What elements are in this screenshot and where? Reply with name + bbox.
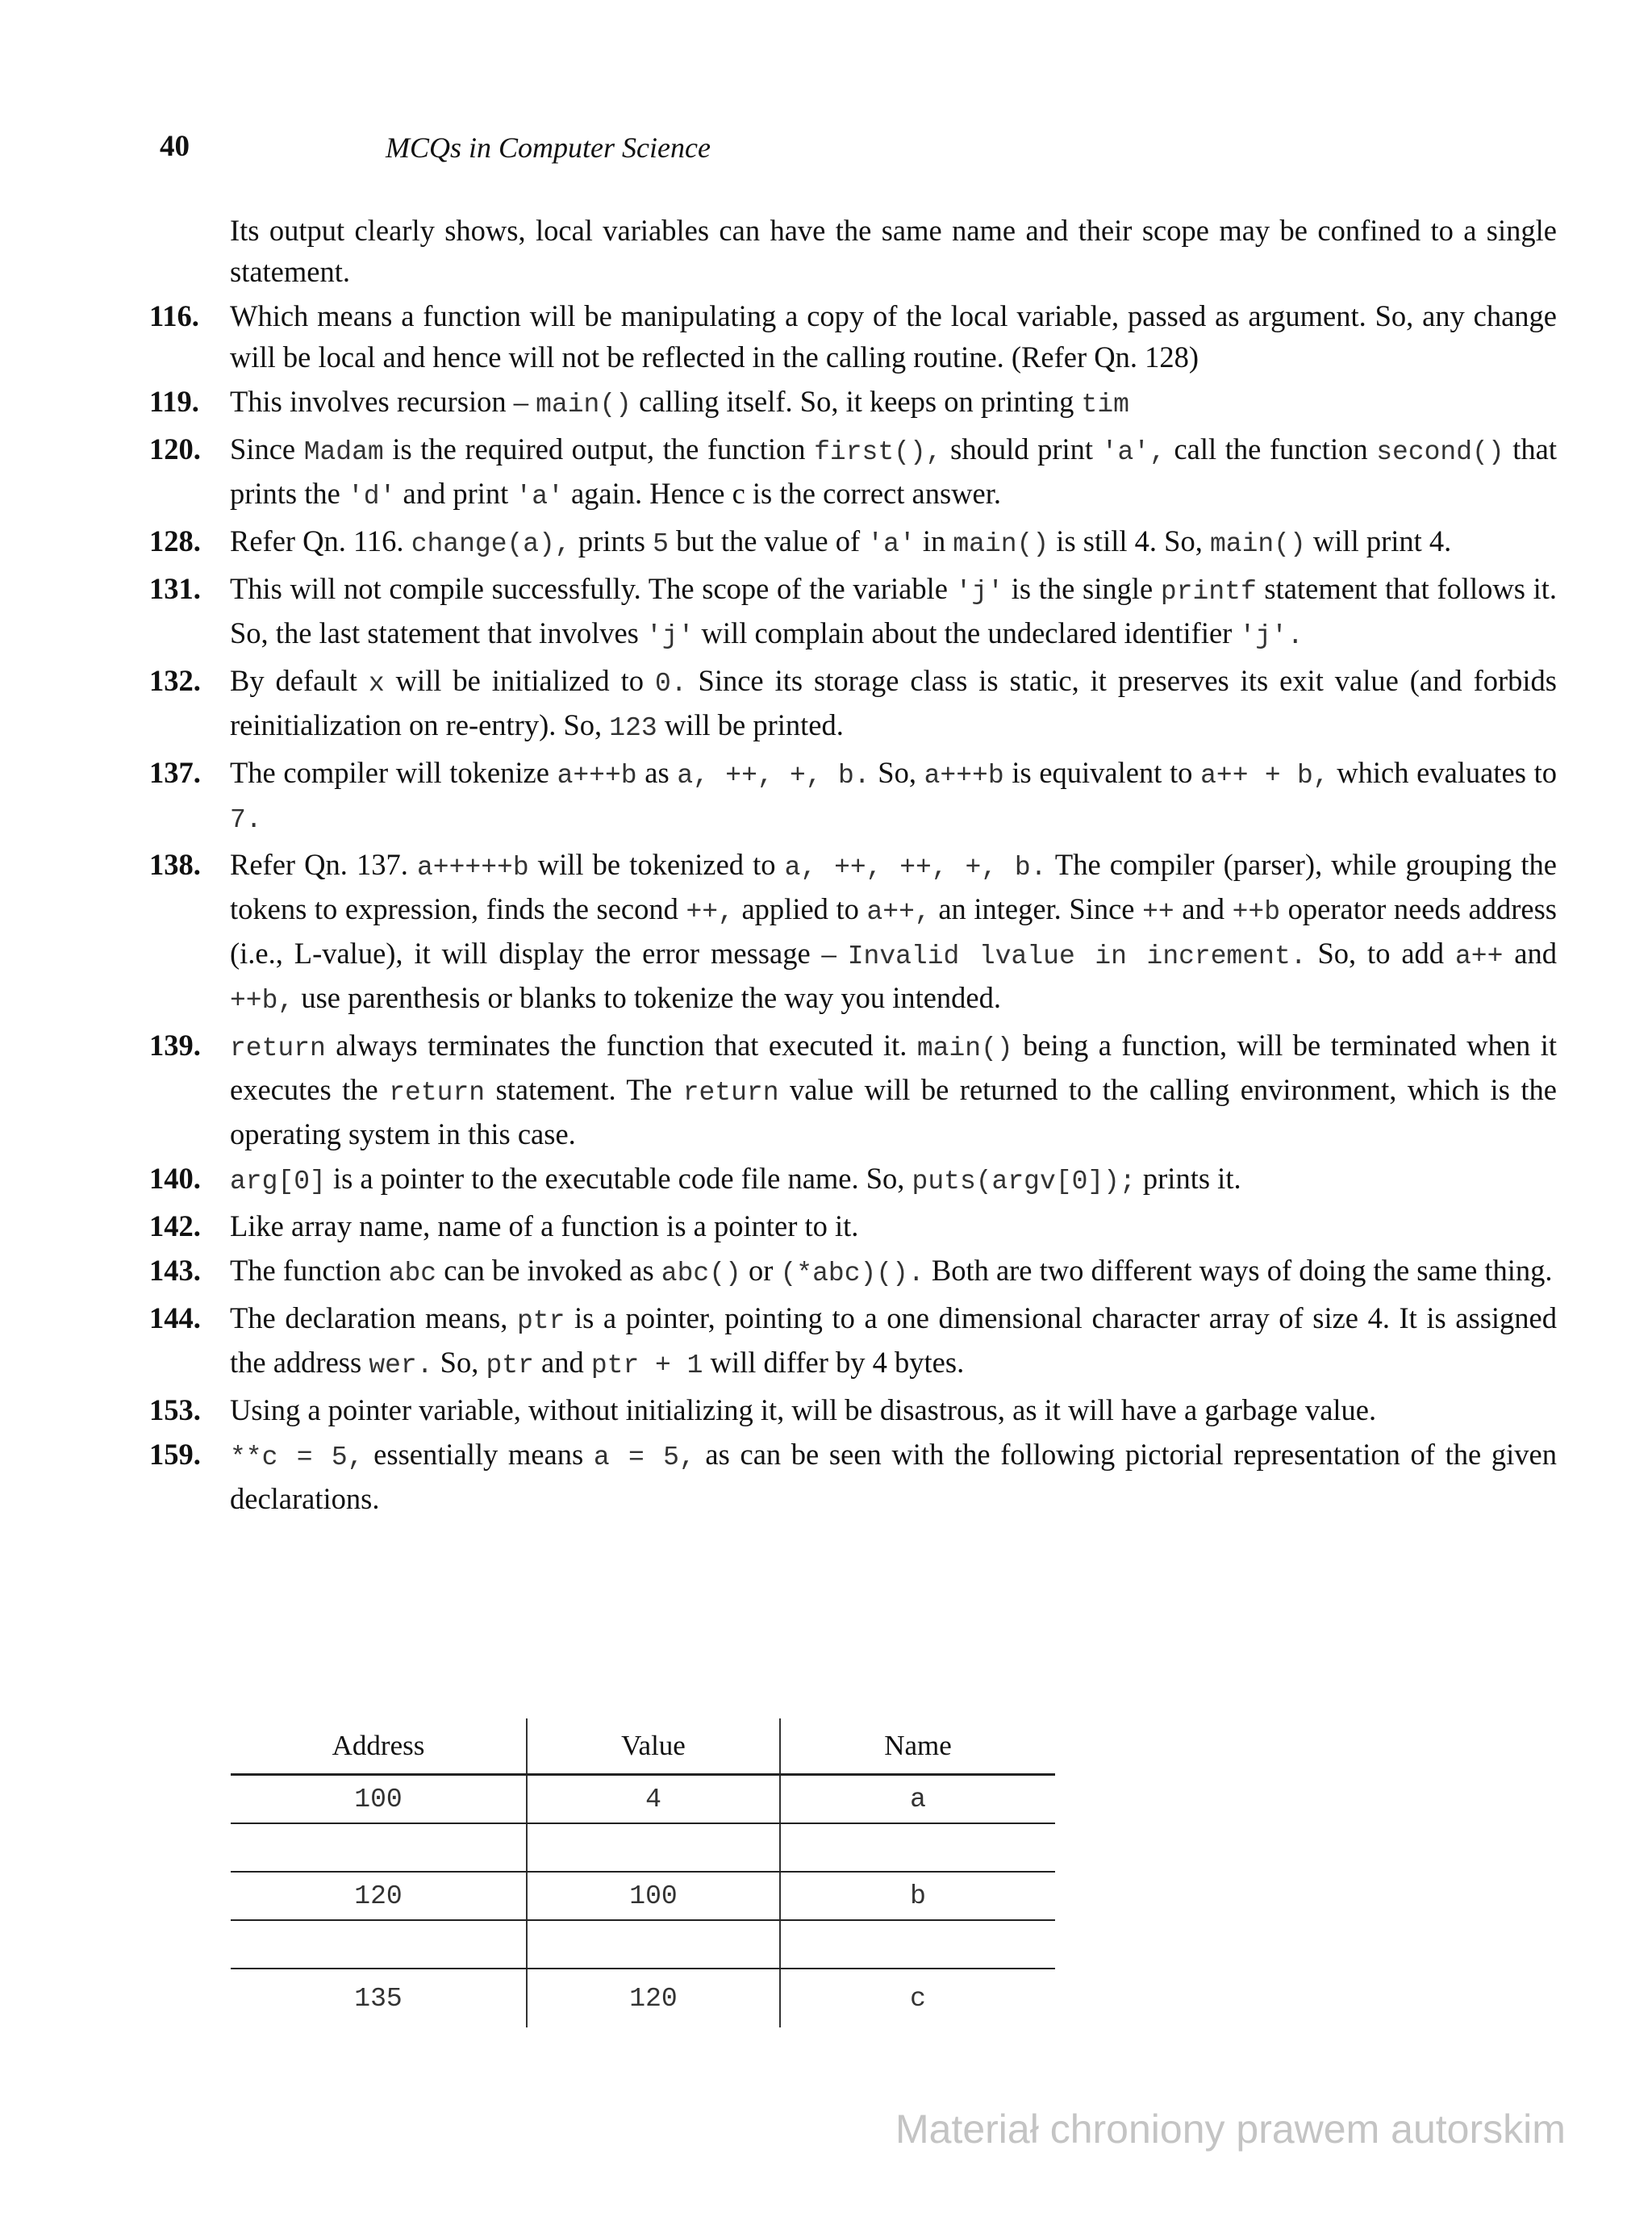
code-fragment: x [368,669,385,699]
code-fragment: 0. [654,669,687,699]
answer-list [149,210,1557,1522]
code-fragment: ptr + 1 [590,1351,703,1380]
code-fragment: main() [1209,529,1306,559]
answer-text [230,1205,1557,1246]
table-header-row [231,1718,1055,1775]
answer-item [149,660,1557,749]
text-fragment: is equivalent to [1003,756,1201,789]
code-fragment: main() [916,1033,1013,1063]
code-fragment: Madam [303,437,384,467]
answer-text [230,752,1557,841]
answer-item [149,1250,1557,1294]
answer-number: 119. [149,385,199,418]
answer-number: 137. [149,756,201,789]
code-fragment: second() [1376,437,1504,467]
text-fragment: This involves recursion – [230,385,536,418]
cell-name [780,1823,1055,1872]
answer-number: 120. [149,432,201,466]
answer-item [149,295,1557,378]
text-fragment: will be initialized to [384,664,655,697]
answer-number: 131. [149,572,201,605]
code-fragment: abc [388,1259,437,1288]
text-fragment: The function [230,1254,389,1287]
answer-number: 116. [149,299,199,332]
memory-table [231,1718,1055,2027]
answer-number: 128. [149,524,201,557]
answer-number: 132. [149,664,201,697]
text-fragment: will be printed. [657,708,844,741]
text-fragment: an integer. Since [930,892,1143,925]
code-fragment: a, ++, ++, +, b. [784,853,1047,883]
text-fragment: operator needs address (i.e., L-value), it will display the error message – [230,892,1558,970]
answer-number: 144. [149,1301,201,1334]
code-fragment: ptr [486,1351,534,1380]
answer-item [149,1205,1557,1246]
text-fragment: value will be returned to the calling environment, which is the operating system in this case. [230,1073,1557,1150]
answer-item [149,568,1557,657]
text-fragment: in [915,524,953,557]
code-fragment: Invalid lvalue in increment. [847,942,1307,971]
code-fragment: return [389,1078,486,1108]
table-row [231,1823,1055,1872]
answer-text [230,568,1557,657]
cell-address: 100 [231,1775,527,1824]
text-fragment: as [636,756,678,789]
answer-number: 143. [149,1254,201,1287]
text-fragment: The declaration means, [230,1301,517,1334]
code-fragment: abc() [661,1259,741,1288]
answer-text [230,1389,1557,1430]
answer-text [230,1434,1557,1519]
text-fragment: So, [432,1346,486,1379]
answer-number: 140. [149,1162,201,1195]
answer-item [149,1389,1557,1430]
answer-text [230,1297,1557,1386]
answer-number: 142. [149,1209,201,1242]
text-fragment: applied to [733,892,867,925]
running-title: MCQs in Computer Science [386,132,711,164]
code-fragment: a+++b [557,761,637,791]
code-fragment: **c = 5, [230,1443,364,1472]
code-fragment: 5 [653,529,669,559]
code-fragment: a+++++b [417,853,529,883]
answer-item [149,381,1557,425]
answer-item [149,1297,1557,1386]
text-fragment: that prints the [230,432,1557,510]
answer-text [230,1025,1557,1154]
code-fragment: a, ++, +, b. [677,761,870,791]
text-fragment: Both are two different ways of doing the same thing. [924,1254,1553,1287]
text-fragment: will print 4. [1305,524,1452,557]
text-fragment: or [740,1254,781,1287]
cell-value: 100 [527,1872,780,1920]
text-fragment: Refer Qn. 137. [230,848,417,881]
text-fragment: being a function, will be terminated when it executes the [230,1029,1557,1106]
intro-paragraph: Its output clearly shows, local variables can have the same name and their scope may be confined to a single statement. [230,214,1557,288]
text-fragment: Since [230,432,304,466]
code-fragment: a++, [866,897,931,927]
cell-value [527,1823,780,1872]
text-fragment: Which means a function will be manipulating a copy of the local variable, passed as argument. So, any change will be local and hence will not be reflected in the calling routine. (Refer Qn. 128) [230,299,1557,374]
code-fragment: a++ [1454,942,1504,971]
text-fragment: is still 4. So, [1049,524,1210,557]
text-fragment: use parenthesis or blanks to tokenize the way you intended. [294,981,1002,1014]
text-fragment: again. Hence c is the correct answer. [563,477,1002,510]
text-fragment: call the function [1165,432,1377,466]
text-fragment: should print [941,432,1102,466]
cell-value: 120 [527,1969,780,2027]
text-fragment: is the single [1003,572,1161,605]
code-fragment: 123 [609,713,657,743]
answer-text [230,1250,1557,1294]
answer-text [230,1158,1557,1202]
text-fragment: calling itself. So, it keeps on printing [631,385,1082,418]
text-fragment: statement. The [485,1073,683,1106]
code-fragment: return [230,1033,326,1063]
cell-address [231,1823,527,1872]
text-fragment: essentially means [363,1438,594,1471]
header-name: Name [780,1718,1055,1775]
text-fragment: but the value of [668,524,868,557]
text-fragment: statement that follows it. So, the last statement that involves [230,572,1557,649]
code-fragment: 'a' [515,482,564,511]
cell-address: 120 [231,1872,527,1920]
text-fragment: which evaluates to [1329,756,1557,789]
code-fragment: ++ [1142,897,1174,927]
answer-text [230,295,1557,378]
answer-item [149,752,1557,841]
text-fragment: will be tokenized to [528,848,785,881]
cell-name: b [780,1872,1055,1920]
code-fragment: printf [1160,577,1257,607]
text-fragment: will differ by 4 bytes. [703,1346,965,1379]
text-fragment: So, to add [1306,937,1455,970]
cell-name: c [780,1969,1055,2027]
code-fragment: return [682,1078,779,1108]
text-fragment: is the required output, the function [383,432,815,466]
text-fragment: as can be seen with the following pictorial representation of the given declarations. [230,1438,1557,1515]
code-fragment: 'a', [1101,437,1166,467]
code-fragment: 7. [230,805,262,835]
text-fragment: By default [230,664,369,697]
cell-address: 135 [354,1983,403,2014]
answers-container [149,295,1557,1519]
cell-name: a [780,1775,1055,1824]
text-fragment: and [1503,937,1557,970]
text-fragment: The compiler (parser), while grouping the tokens to expression, finds the second [230,848,1557,925]
code-fragment: 'j' [955,577,1004,607]
code-fragment: a = 5, [593,1443,695,1472]
code-fragment: main() [536,390,632,420]
page-number: 40 [160,130,190,163]
cell-address [231,1920,527,1969]
code-fragment: a+++b [924,761,1004,791]
header-address: Address [231,1718,527,1775]
text-fragment: prints [570,524,653,557]
cell-value [527,1920,780,1969]
code-fragment: (*abc)(). [780,1259,924,1288]
header-value: Value [527,1718,780,1775]
answer-number: 159. [149,1438,201,1471]
cell-value: 4 [527,1775,780,1824]
answer-number: 153. [149,1393,201,1426]
text-fragment: Like array name, name of a function is a pointer to it. [230,1209,859,1242]
code-fragment: a++ + b, [1200,761,1329,791]
text-fragment: always terminates the function that executed it. [325,1029,917,1062]
answer-text [230,660,1557,749]
answer-text [230,844,1557,1021]
table-row [231,1872,1055,1920]
code-fragment: ++b [1232,897,1281,927]
text-fragment: can be invoked as [436,1254,661,1287]
answer-text [230,381,1557,425]
answer-item [149,1158,1557,1202]
code-fragment: arg[0] [230,1167,326,1196]
text-fragment: is a pointer to the executable code file name. So, [325,1162,912,1195]
code-fragment: 'd' [347,482,396,511]
table-row [231,1920,1055,1969]
text-fragment: and [533,1346,591,1379]
text-fragment: and print [395,477,516,510]
text-fragment: prints it. [1135,1162,1241,1195]
answer-number: 138. [149,848,201,881]
code-fragment: ++b, [230,986,294,1016]
answer-item [149,844,1557,1021]
answer-item [149,428,1557,517]
text-fragment: The compiler will tokenize [230,756,557,789]
code-fragment: ++, [686,897,734,927]
text-fragment: Using a pointer variable, without initializing it, will be disastrous, as it will have a garbage value. [230,1393,1377,1426]
answer-text [230,520,1557,565]
code-fragment: ptr [516,1306,565,1336]
answer-number: 139. [149,1029,201,1062]
text-fragment: This will not compile successfully. The scope of the variable [230,572,956,605]
code-fragment: change(a), [411,529,571,559]
text-fragment: is a pointer, pointing to a one dimensional character array of size 4. It is assigned the address [230,1301,1558,1379]
answer-text [230,428,1557,517]
copyright-watermark: Materiał chroniony prawem autorskim [895,2106,1566,2152]
text-fragment: and [1174,892,1233,925]
text-fragment: will complain about the undeclared identifier [694,616,1240,649]
answer-item [149,520,1557,565]
text-fragment: Since its storage class is static, it preserves its exit value (and forbids reinitialization on re-entry). So, [230,664,1557,741]
answer-item [149,1025,1557,1154]
code-fragment: 'a' [867,529,916,559]
table-row [231,1775,1055,1824]
code-fragment: tim [1081,390,1129,420]
code-fragment: wer. [369,1351,433,1380]
code-fragment: main() [953,529,1049,559]
code-fragment: 'j' [646,621,695,651]
table-row [231,1969,1055,2027]
text-fragment: So, [870,756,924,789]
answer-item [149,1434,1557,1519]
cell-name [780,1920,1055,1969]
text-fragment: Refer Qn. 116. [230,524,411,557]
code-fragment: first(), [814,437,942,467]
code-fragment: puts(argv[0]); [912,1167,1136,1196]
code-fragment: 'j'. [1239,621,1304,651]
